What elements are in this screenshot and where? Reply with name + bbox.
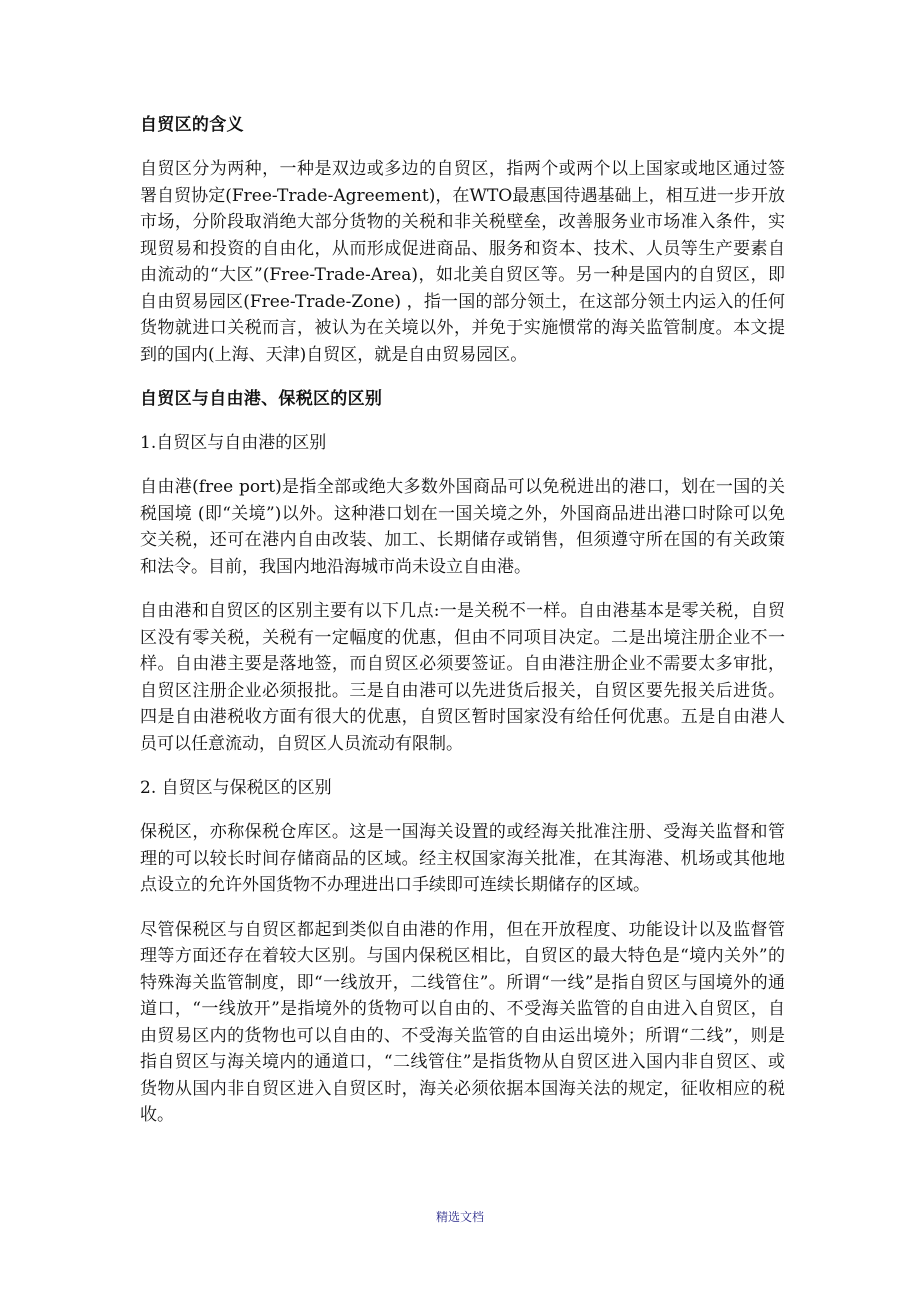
section-title-differences: 自贸区与自由港、保税区的区别 [140,389,383,409]
subsection-title-bonded-zone: 2. 自贸区与保税区的区别 [140,778,332,798]
section-title-meaning: 自贸区的含义 [140,115,244,135]
paragraph-meaning: 自贸区分为两种，一种是双边或多边的自贸区，指两个或两个以上国家或地区通过签署自贸协定(Free-Trade-Agreement)，在WTO最惠国待遇基础上，相互进一步开放市场，分阶段取消绝大部分货物的关税和非关税壁垒，改善服务业市场准入条件，实现贸易和投资的自由化，从而形成促进商品、服务和资本、技术、人员等生产要素自由流动的“大区”(Free-Trade-Area)，如北美自贸区等。另一种是国内的自贸区，即自由贸易园区(Free-Trade-Zone) ，指一国的部分领土，在这部分领土内运入的任何货物就进口关税而言，被认为在关境以外，并免于实施惯常的海关监管制度。本文提到的国内(上海、天津)自贸区，就是自由贸易园区。 [140,159,785,365]
page-footer: 精选文档 [435,1210,484,1224]
subsection-title-free-port: 1.自贸区与自由港的区别 [140,433,327,453]
paragraph-bonded-zone-definition: 保税区，亦称保税仓库区。这是一国海关设置的或经海关批准注册、受海关监督和管理的可以较长时间存储商品的区域。经主权国家海关批准，在其海港、机场或其他地点设立的允许外国货物不办理进出口手续即可连续长期储存的区域。 [140,822,785,895]
document-body [140,112,785,1147]
paragraph-bonded-zone-vs-ftz: 尽管保税区与自贸区都起到类似自由港的作用，但在开放程度、功能设计以及监督管理等方面还存在着较大区别。与国内保税区相比，自贸区的最大特色是“境内关外”的特殊海关监管制度，即“一线放开，二线管住”。所谓“一线”是指自贸区与国境外的通道口，“一线放开”是指境外的货物可以自由的、不受海关监管的自由进入自贸区，自由贸易区内的货物也可以自由的、不受海关监管的自由运出境外；所谓“二线”，则是指自贸区与海关境内的通道口，“二线管住”是指货物从自贸区进入国内非自贸区、或货物从国内非自贸区进入自贸区时，海关必须依据本国海关法的规定，征收相应的税收。 [140,919,785,1125]
paragraph-free-port-vs-ftz: 自由港和自贸区的区别主要有以下几点:一是关税不一样。自由港基本是零关税，自贸区没有零关税，关税有一定幅度的优惠，但由不同项目决定。二是出境注册企业不一样。自由港主要是落地签，而自贸区必须要签证。自由港注册企业不需要太多审批，自贸区注册企业必须报批。三是自由港可以先进货后报关，自贸区要先报关后进货。四是自由港税收方面有很大的优惠，自贸区暂时国家没有给任何优惠。五是自由港人员可以任意流动，自贸区人员流动有限制。 [140,601,785,754]
paragraph-free-port-definition: 自由港(free port)是指全部或绝大多数外国商品可以免税进出的港口，划在一国的关税国境 (即“关境”)以外。这种港口划在一国关境之外，外国商品进出港口时除可以免交关税，还可在港内自由改装、加工、长期储存或销售，但须遵守所在国的有关政策和法令。目前，我国内地沿海城市尚未设立自由港。 [140,477,785,577]
